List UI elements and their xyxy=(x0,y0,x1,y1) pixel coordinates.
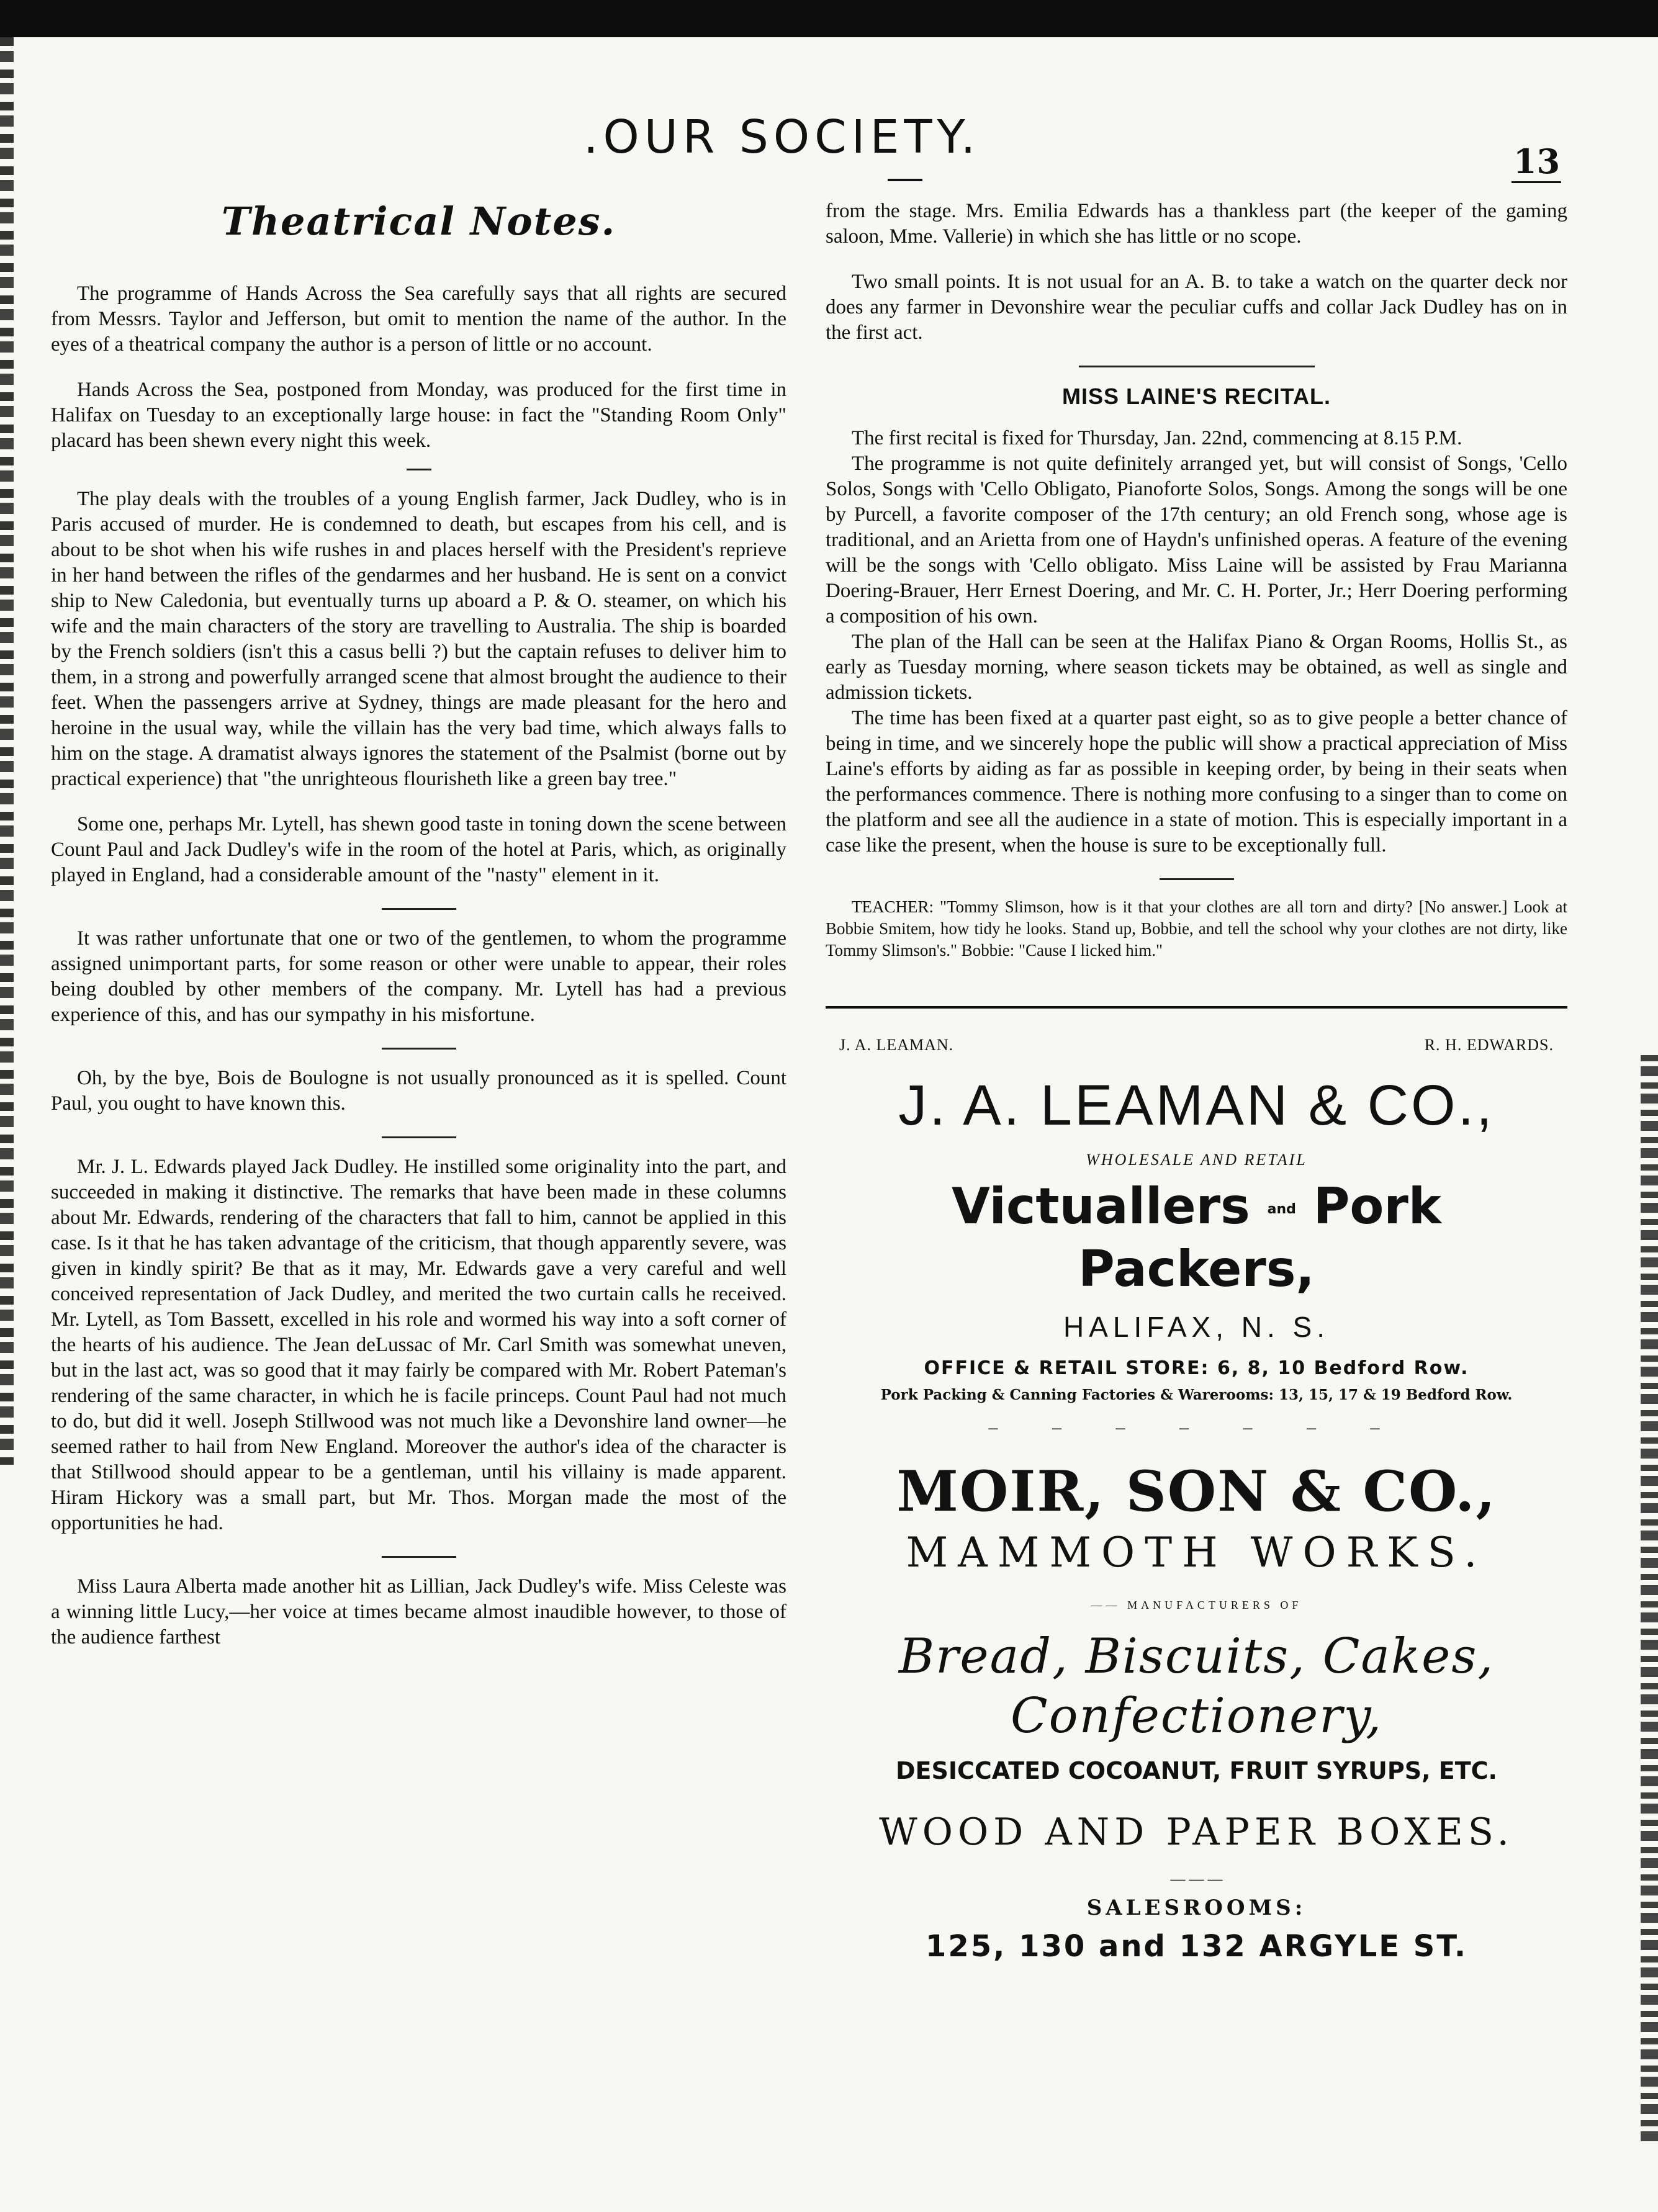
ad-works: MAMMOTH WORKS. xyxy=(906,1529,1487,1577)
paragraph: The plan of the Hall can be seen at the Halifax Piano & Organ Rooms, Hollis St., as early as Tuesday morning, where season tickets may be obtained, as well as single and admission tickets. xyxy=(826,631,1567,704)
paragraph: The time has been fixed at a quarter past eight, so as to give people a better chance of being in time, and we sincerely hope the public will show a practical appreciation of Miss Laine's efforts by aiding as far as possible in keeping order, by being in their seats when the performances commence. There is nothing more confusing to a singer than to come on the platform and see all the audience in a state of motion. This is especially important in a case like the present, when the house is sure to be exceptionally full. xyxy=(826,707,1567,856)
ad-factories: Pork Packing & Canning Factories & Warerooms: 13, 15, 17 & 19 Bedford Row. xyxy=(880,1387,1513,1404)
divider xyxy=(407,469,431,470)
ad-city: HALIFAX, N. S. xyxy=(1063,1311,1330,1344)
paragraph: Hands Across the Sea, postponed from Monday, was produced for the first time in Halifax on Tuesday to an exceptionally large house: in fact the "Standing Room Only" placard has been shewn every night this week. xyxy=(51,379,786,452)
ad-address: 125, 130 and 132 ARGYLE ST. xyxy=(925,1929,1468,1964)
page-number: 13 xyxy=(1513,142,1561,181)
divider xyxy=(382,1048,456,1050)
ad-company-name-2: MOIR, SON & CO., xyxy=(896,1459,1497,1525)
running-head: .OUR SOCIETY. xyxy=(583,110,981,164)
ad-headline-pre: Victuallers xyxy=(952,1177,1250,1235)
paragraph: The programme is not quite definitely arranged yet, but will consist of Songs, 'Cello Solos, Songs with 'Cello Obligato, Pianoforte Solos, Songs. Among the songs will be one by Purcell, a favorite composer of the 17th century; an old French song, whose age is traditional, and an Arietta from one of Haydn's unfinished operas. A feature of the evening will be the songs with 'Cello obligato. Miss Laine will be assisted by Frau Marianna Doering-Brauer, Herr Ernest Doering, and Mr. C. H. Porter, Jr.; Herr Doering performing a composition of his own. xyxy=(826,452,1567,627)
ad-products-2: DESICCATED COCOANUT, FRUIT SYRUPS, ETC. xyxy=(896,1757,1497,1785)
paragraph: The first recital is fixed for Thursday, Jan. 22nd, commencing at 8.15 P.M. xyxy=(852,427,1462,449)
divider xyxy=(1160,878,1234,880)
advertisement xyxy=(826,1006,1567,1964)
ad-company-name: J. A. LEAMAN & CO., xyxy=(898,1074,1495,1137)
top-border-rule xyxy=(0,0,1658,37)
paragraph: Oh, by the bye, Bois de Boulogne is not usually pronounced as it is spelled. Count Paul, you ought to have known this. xyxy=(51,1067,786,1115)
dialogue-paragraph: TEACHER: "Tommy Slimson, how is it that your clothes are all torn and dirty? [No answer.] Look at Bobbie Smitem, how tidy he looks. Stand up, Bobbie, and tell the school why your clothes are not dirty, like Tommy Slimson's." Bobbie: "Cause I licked him." xyxy=(826,897,1567,960)
paragraph: It was rather unfortunate that one or two of the gentlemen, to whom the programme assigned unimportant parts, for some reason or other were unable to appear, their roles being doubled by other members of the company. Mr. Lytell has had a previous experience of this, and has our sympathy in his misfortune. xyxy=(51,927,786,1026)
ad-manufacturers: —— MANUFACTURERS OF xyxy=(1091,1599,1302,1612)
ad-headline-amp: and xyxy=(1267,1202,1296,1218)
continued-paragraph: from the stage. Mrs. Emilia Edwards has a thankless part (the keeper of the gaming saloon, Mme. Vallerie) in which she has little or no scope. xyxy=(826,200,1567,248)
left-scan-edge xyxy=(0,37,14,1465)
divider xyxy=(382,1556,456,1558)
ad-trade-line: WHOLESALE AND RETAIL xyxy=(1086,1151,1307,1169)
left-column xyxy=(51,199,786,1670)
header-dash xyxy=(888,179,922,181)
paragraph: Mr. J. L. Edwards played Jack Dudley. He instilled some originality into the part, and succeeded in making it distinctive. The remarks that have been made in these columns about Mr. Edwards, rendering of the characters that fall to him, cannot be applied in this case. Is it that he has taken advantage of the criticism, that though apparently severe, was given in kindly spirit? Be that as it may, Mr. Edwards gave a very careful and well conceived representation of Jack Dudley, and merited the two curtain calls he received. Mr. Lytell, as Tom Bassett, excelled in his role and wormed his way into a soft corner of the hearts of his audience. The Jean deLussac of Mr. Carl Smith was somewhat uneven, but in the last act, was so good that it may fairly be compared with Mr. Robert Pateman's rendering of the same character, in which he is facile princeps. Count Paul had not much to do, but did it well. Joseph Stillwood was not much like a Devonshire land owner—he seemed rather to hail from New England. Moreover the author's idea of the character is that Stillwood should appear to be a gentleman, until his villainy is made apparent. Hiram Hickory was a small part, but Mr. Thos. Morgan made the most of the opportunities he had. xyxy=(51,1156,786,1534)
divider xyxy=(382,1136,456,1138)
ad-salesrooms: SALESROOMS: xyxy=(1086,1895,1307,1921)
ad-dash-row: – – – – – – – xyxy=(988,1417,1405,1438)
ad-partner-names xyxy=(839,1036,1554,1054)
ad-headline-post: Pork Packers, xyxy=(1078,1177,1441,1298)
section-title: Theatrical Notes. xyxy=(221,199,616,244)
page-number-dash xyxy=(1512,181,1561,183)
right-column xyxy=(826,199,1567,1964)
ad-top-rule xyxy=(826,1006,1567,1009)
ad-boxes: WOOD AND PAPER BOXES. xyxy=(879,1810,1514,1855)
ad-small-dash: — — — xyxy=(1170,1871,1223,1888)
paragraph: The play deals with the troubles of a young English farmer, Jack Dudley, who is in Paris accused of murder. He is condemned to death, but escapes from his cell, and is about to be shot when his wife rushes in and places herself with the President's reprieve in her hand between the rifles of the gendarmes and her husband. He is sent on a convict ship to New Caledonia, but eventually turns up aboard a P. & O. steamer, on which his wife and the main characters of the story are travelling to Australia. The ship is boarded by the French soldiers (isn't this a casus belli ?) but the captain refuses to deliver him to them, in a strong and powerfully arranged scene that almost brought the audience to their feet. When the passengers arrive at Sydney, things are made pleasant for the hero and heroine in the usual way, while the villain has the very bad time, which always falls to him on the stage. A dramatist always ignores the statement of the Psalmist (borne out by practical experience) that "the unrighteous flourisheth like a green bay tree." xyxy=(51,488,786,790)
ad-headline xyxy=(826,1177,1567,1299)
right-scan-edge xyxy=(1641,1055,1658,2141)
ad-office: OFFICE & RETAIL STORE: 6, 8, 10 Bedford Row. xyxy=(924,1357,1469,1380)
paragraph: Two small points. It is not usual for an A. B. to take a watch on the quarter deck nor does any farmer in Devonshire wear the peculiar cuffs and collar Jack Dudley has on in the first act. xyxy=(826,271,1567,344)
paragraph: The programme of Hands Across the Sea carefully says that all rights are secured from Messrs. Taylor and Jefferson, but omit to mention the name of the author. In the eyes of a theatrical company the author is a person of little or no account. xyxy=(51,282,786,356)
partner-left: J. A. LEAMAN. xyxy=(839,1036,954,1054)
paragraph: Miss Laura Alberta made another hit as Lillian, Jack Dudley's wife. Miss Celeste was a winning little Lucy,—her voice at times became almost inaudible however, to those of the audience farthest xyxy=(51,1575,786,1648)
divider xyxy=(1079,366,1315,367)
ad-products: Bread, Biscuits, Cakes, Confectionery, xyxy=(898,1629,1495,1745)
partner-right: R. H. EDWARDS. xyxy=(1424,1036,1554,1054)
divider xyxy=(382,908,456,910)
recital-heading: MISS LAINE'S RECITAL. xyxy=(1062,384,1331,409)
paragraph: Some one, perhaps Mr. Lytell, has shewn good taste in toning down the scene between Count Paul and Jack Dudley's wife in the room of the hotel at Paris, which, as originally played in England, had a considerable amount of the "nasty" element in it. xyxy=(51,813,786,886)
